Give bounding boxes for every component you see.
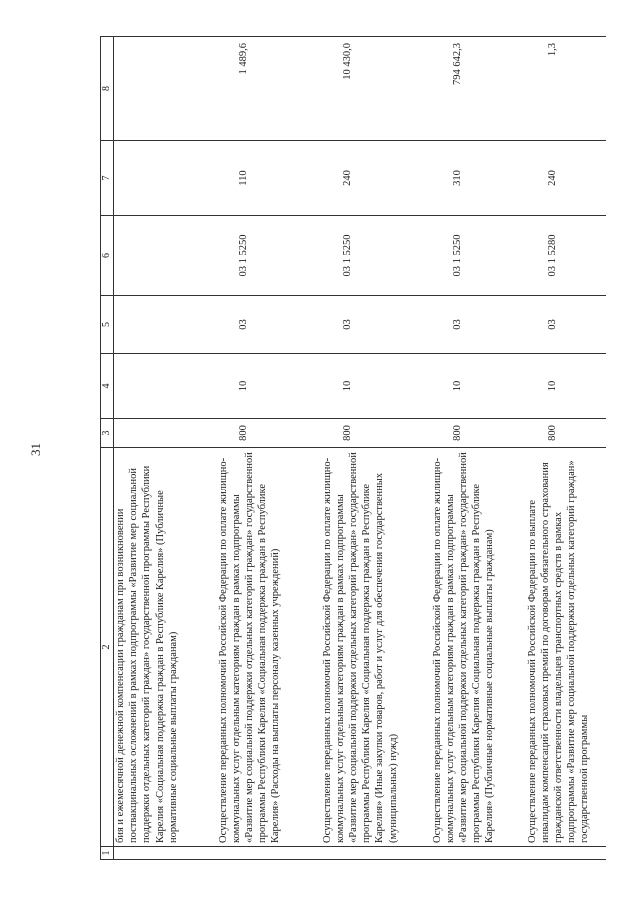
header-col-6: 6 — [101, 216, 114, 296]
cell-col-4: 10 — [321, 354, 431, 419]
header-col-1: 1 — [101, 847, 114, 860]
cell-col-5 — [114, 296, 217, 354]
header-col-7: 7 — [101, 141, 114, 216]
table-header-row — [101, 37, 114, 860]
rotated-table-container — [100, 45, 605, 860]
header-col-5: 5 — [101, 296, 114, 354]
cell-col-5: 03 — [321, 296, 431, 354]
description-text: Осуществление переданных полномочий Российской Федерации по оплате жилищно-коммунальных услуг отдельным категориям граждан в рамках подпрограммы «Развитие мер социальной поддержки отдельных категорий граждан» государственной программы Республики Карелия «Социальная поддержка граждан в Республике Карелия» (Иные закупки товаров, работ и услуг для обеспечения государственных (муниципальных) нужд) — [321, 452, 399, 843]
description-text: Осуществление переданных полномочий Российской Федерации по оплате жилищно-коммунальных услуг отдельным категориям граждан в рамках подпрограммы «Развитие мер социальной поддержки отдельных категорий граждан» государственной программы Республики Карелия «Социальная поддержка граждан в Республике Карелия» (Публичные нормативные социальные выплаты гражданам) — [431, 452, 496, 843]
cell-col-7: 310 — [431, 141, 526, 216]
header-col-8: 8 — [101, 37, 114, 141]
cell-col-4 — [114, 354, 217, 419]
cell-col-1 — [217, 847, 321, 860]
cell-description — [526, 448, 606, 847]
table-row — [217, 37, 321, 860]
cell-col-8: 794 642,3 — [431, 37, 526, 141]
cell-description — [114, 448, 217, 847]
cell-col-4: 10 — [526, 354, 606, 419]
cell-col-3: 800 — [526, 419, 606, 448]
cell-col-5: 03 — [526, 296, 606, 354]
cell-col-4: 10 — [431, 354, 526, 419]
cell-col-8 — [114, 37, 217, 141]
cell-col-4: 10 — [217, 354, 321, 419]
cell-col-7: 110 — [217, 141, 321, 216]
cell-col-3: 800 — [321, 419, 431, 448]
cell-col-3: 800 — [217, 419, 321, 448]
cell-col-8: 10 430,0 — [321, 37, 431, 141]
cell-col-1 — [321, 847, 431, 860]
cell-col-7 — [114, 141, 217, 216]
cell-description — [431, 448, 526, 847]
cell-col-1 — [526, 847, 606, 860]
cell-description — [217, 448, 321, 847]
description-text: Осуществление переданных полномочий Российской Федерации по оплате жилищно-коммунальных услуг отдельным категориям граждан в рамках подпрограммы «Развитие мер социальной поддержки отдельных категорий граждан» государственной программы Республики Карелия «Социальная поддержка граждан в Республике Карелия» (Расходы на выплаты персоналу казенных учреждений) — [217, 452, 282, 843]
cell-col-5: 03 — [217, 296, 321, 354]
description-text: Осуществление переданных полномочий Российской Федерации по выплате инвалидам компенсаций страховых премий по договорам обязательного страхования гражданской ответственности владельцев транспортных средств в рамках подпрограммы «Развитие мер социальной поддержки отдельных категорий граждан» государственной программы — [526, 460, 591, 843]
cell-col-6: 03 1 5250 — [217, 216, 321, 296]
cell-col-3 — [114, 419, 217, 448]
cell-col-8: 1 489,6 — [217, 37, 321, 141]
cell-description — [321, 448, 431, 847]
cell-col-7: 240 — [321, 141, 431, 216]
cell-col-1 — [114, 847, 217, 860]
cell-col-6: 03 1 5250 — [321, 216, 431, 296]
cell-col-7: 240 — [526, 141, 606, 216]
cell-col-1 — [431, 847, 526, 860]
cell-col-5: 03 — [431, 296, 526, 354]
cell-col-8: 1,3 — [526, 37, 606, 141]
cell-col-6 — [114, 216, 217, 296]
cell-col-6: 03 1 5280 — [526, 216, 606, 296]
header-col-3: 3 — [101, 419, 114, 448]
table-row — [431, 37, 526, 860]
table-row — [526, 37, 606, 860]
header-col-4: 4 — [101, 354, 114, 419]
table-row — [114, 37, 217, 860]
header-col-2: 2 — [101, 448, 114, 847]
cell-col-3: 800 — [431, 419, 526, 448]
budget-table — [100, 36, 606, 860]
page-number: 31 — [28, 443, 43, 456]
description-text: бия и ежемесячной денежной компенсации гражданам при возникновении поствакцинальных осложнений в рамках подпрограммы «Развитие мер социальной поддержки отдельных категорий граждан» государственной программы Республики Карелия «Социальная поддержка граждан в Республике Карелия» (Публичные нормативные социальные выплаты гражданам) — [115, 465, 179, 843]
table-row — [321, 37, 431, 860]
cell-col-6: 03 1 5250 — [431, 216, 526, 296]
